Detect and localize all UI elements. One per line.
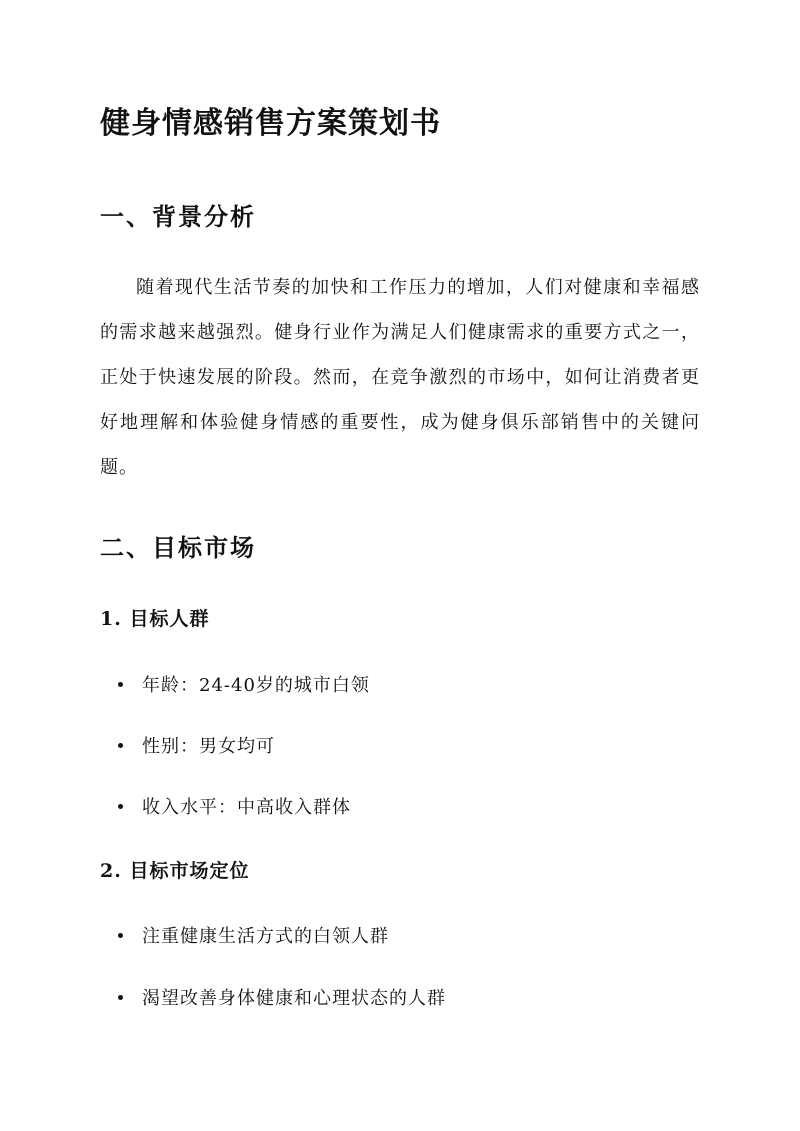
list-item-text: 年龄：24-40岁的城市白领 xyxy=(142,675,370,696)
bullet-icon xyxy=(118,933,123,938)
subsection-heading-market-positioning: 2. 目标市场定位 xyxy=(100,860,250,882)
bullet-icon xyxy=(118,743,123,748)
bullet-icon xyxy=(118,682,123,687)
section-heading-background: 一、背景分析 xyxy=(100,202,256,231)
bullet-icon xyxy=(118,804,123,809)
list-item-text: 渴望改善身体健康和心理状态的人群 xyxy=(142,988,446,1009)
list-item xyxy=(118,922,389,948)
list-item-text: 性别：男女均可 xyxy=(142,736,275,757)
list-item xyxy=(118,984,446,1010)
list-item xyxy=(118,732,275,758)
list-item xyxy=(118,671,370,697)
document-title: 健身情感销售方案策划书 xyxy=(100,106,441,141)
list-item-text: 注重健康生活方式的白领人群 xyxy=(142,926,389,947)
subsection-heading-target-audience: 1. 目标人群 xyxy=(100,608,210,630)
list-item xyxy=(118,793,351,819)
bullet-icon xyxy=(118,995,123,1000)
background-paragraph: 随着现代生活节奏的加快和工作压力的增加，人们对健康和幸福感的需求越来越强烈。健身行业作为满足人们健康需求的重要方式之一，正处于快速发展的阶段。然而，在竞争激烈的市场中，如何让消费者更好地理解和体验健身情感的重要性，成为健身俱乐部销售中的关键问题。 xyxy=(100,277,700,478)
section-heading-target-market: 二、目标市场 xyxy=(100,533,256,562)
list-item-text: 收入水平：中高收入群体 xyxy=(142,797,351,818)
